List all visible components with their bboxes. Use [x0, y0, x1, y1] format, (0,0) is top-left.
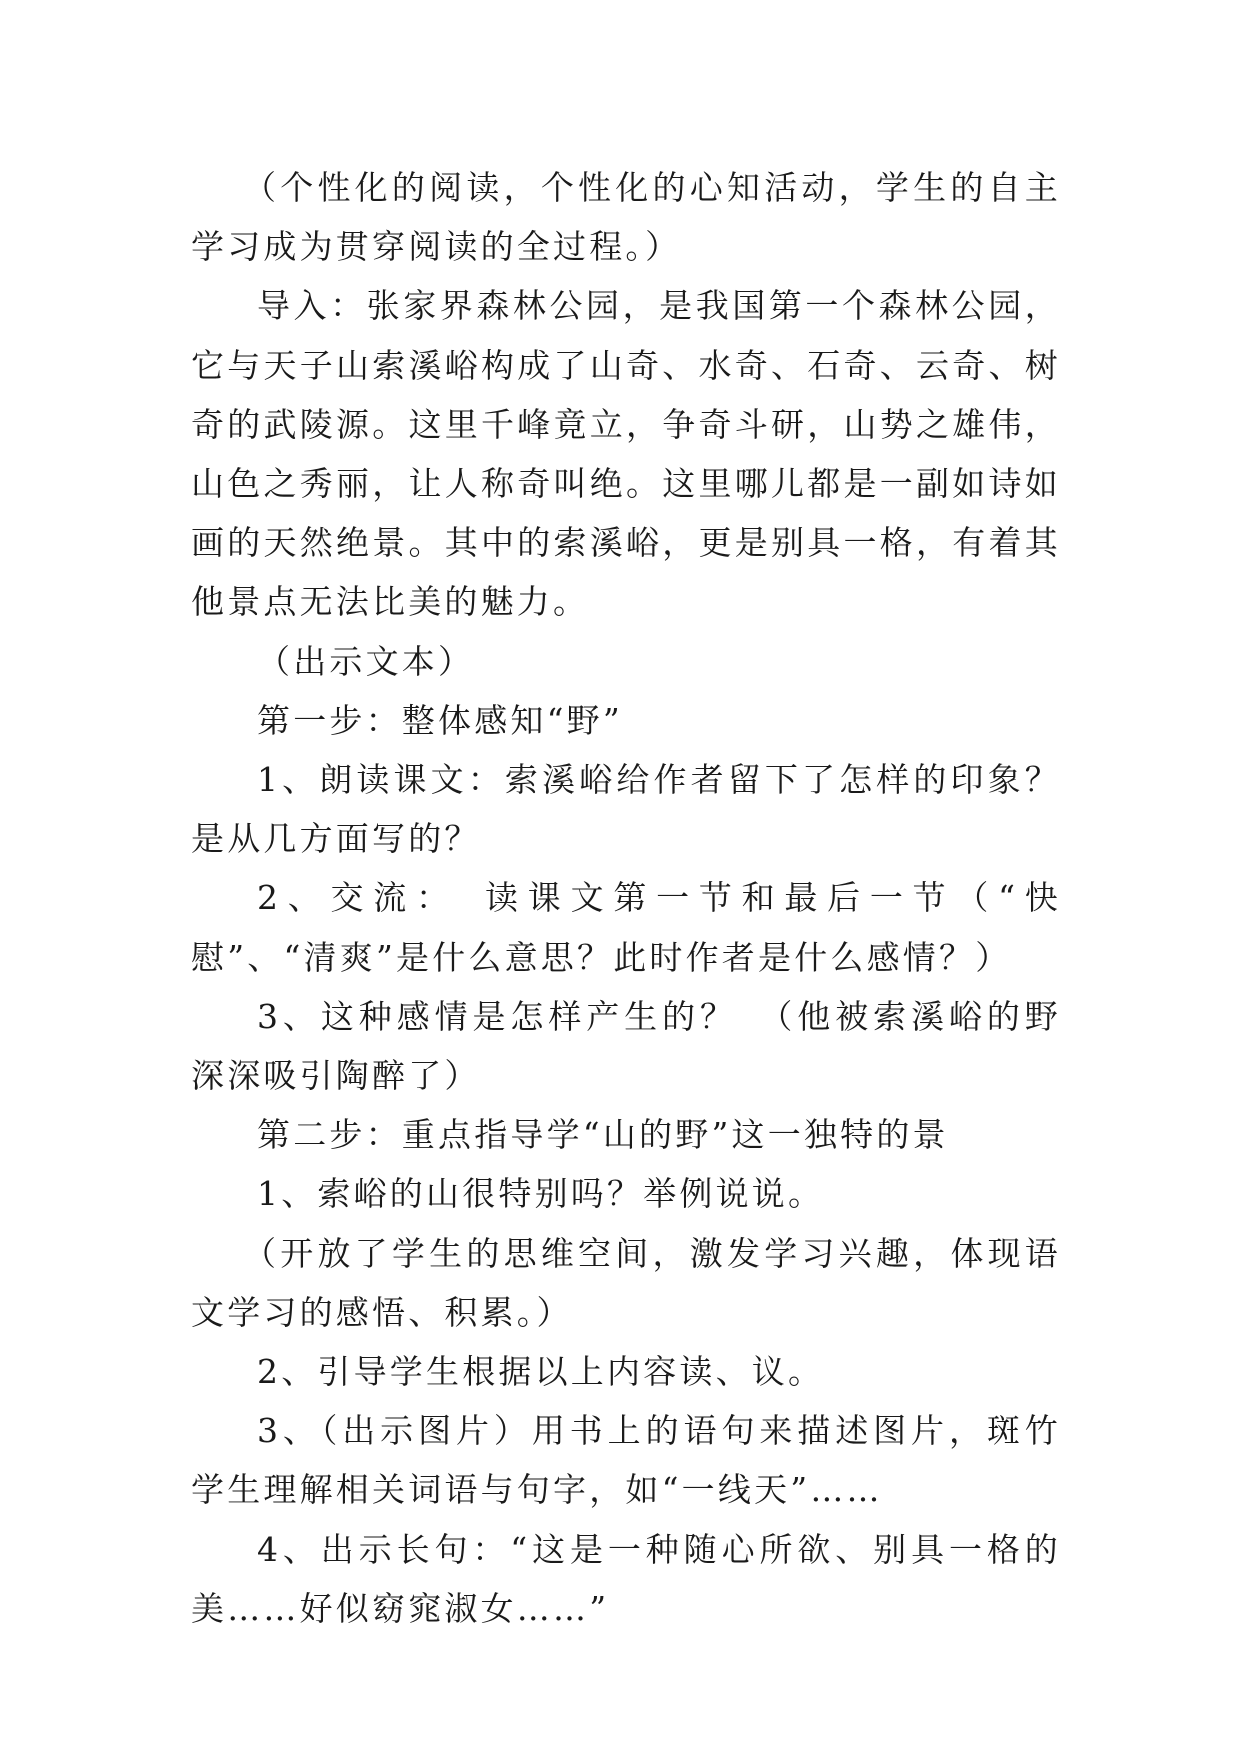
- paragraph-step-two-item-3: 3、（出示图片）用书上的语句来描述图片，斑竹学生理解相关词语与句字，如“一线天”……: [191, 1411, 1061, 1510]
- heading-step-one: 第一步：整体感知“野”: [257, 700, 623, 740]
- paragraph-step-two-item-1: 1、索峪的山很特别吗？举例说说。: [257, 1174, 825, 1214]
- document-page: [191, 158, 1061, 1638]
- paragraph-reading-note: （个性化的阅读，个性化的心知活动，学生的自主学习成为贯穿阅读的全过程。）: [191, 168, 1061, 267]
- paragraph-step-one-item-1: 1、朗读课文：索溪峪给作者留下了怎样的印象？是从几方面写的？: [191, 760, 1061, 859]
- paragraph-show-text: （出示文本）: [257, 641, 475, 681]
- paragraph-step-two-item-4: 4、出示长句：“这是一种随心所欲、别具一格的美……好似窈窕淑女……”: [191, 1529, 1061, 1628]
- paragraph-step-two-item-2: 2、引导学生根据以上内容读、议。: [257, 1352, 825, 1392]
- paragraph-step-one-item-3: 3、这种感情是怎样产生的？ （他被索溪峪的野深深吸引陶醉了）: [191, 996, 1061, 1096]
- paragraph-introduction: 导入：张家界森林公园，是我国第一个森林公园，它与天子山索溪峪构成了山奇、水奇、石奇、云奇、树奇的武陵源。这里千峰竟立，争奇斗研，山势之雄伟，山色之秀丽，让人称奇叫绝。这里哪儿都是一副如诗如画的天然绝景。其中的索溪峪，更是别具一格，有着其他景点无法比美的魅力。: [191, 286, 1061, 622]
- heading-step-two: 第二步：重点指导学“山的野”这一独特的景: [257, 1115, 949, 1155]
- paragraph-open-thinking-note: （开放了学生的思维空间，激发学习兴趣，体现语文学习的感悟、积累。）: [191, 1233, 1061, 1332]
- paragraph-step-one-item-2: 2、交流： 读课文第一节和最后一节（“快慰”、“清爽”是什么意思？此时作者是什么感情？）: [191, 878, 1061, 977]
